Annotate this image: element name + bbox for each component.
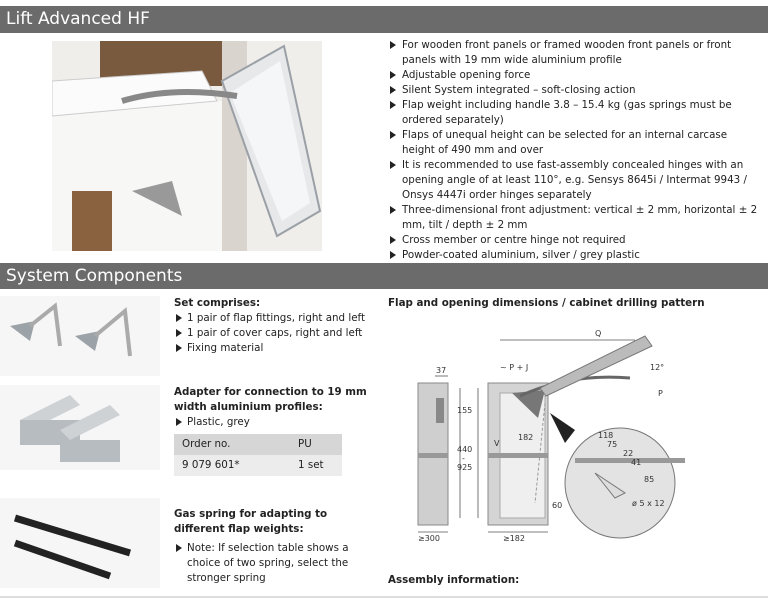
dim-22: 22	[623, 449, 634, 458]
adapter-block	[174, 385, 374, 476]
dim-300: ≥300	[418, 534, 440, 543]
assembly-heading: Assembly information:	[388, 574, 520, 586]
dim-182: 182	[518, 433, 534, 442]
list-item: 1 pair of cover caps, right and left	[174, 326, 374, 341]
adapter-image	[0, 385, 160, 470]
list-item: Note: If selection table shows a choice of two spring, select the stronger spring	[174, 541, 379, 586]
header-bar	[0, 6, 768, 33]
list-item: Three-dimensional front adjustment: vertical ± 2 mm, horizontal ± 2 mm, tilt / depth ± 2 mm	[388, 203, 760, 233]
list-item: 1 pair of flap fittings, right and left	[174, 311, 374, 326]
list-item: Powder-coated aluminium, silver / grey plastic	[388, 248, 760, 263]
pu-value: 1 set	[290, 455, 342, 476]
list-item: Fixing material	[174, 341, 374, 356]
bottom-divider	[0, 596, 768, 598]
section-bar	[0, 263, 768, 289]
list-item: For wooden front panels or framed wooden front panels or front panels with 19 mm wide aluminium profile	[388, 38, 760, 68]
list-item: Flaps of unequal height can be selected for an internal carcase height of 490 mm and over	[388, 128, 760, 158]
dim-p: P	[658, 389, 663, 398]
adapter-heading: Adapter for connection to 19 mm width aluminium profiles:	[174, 386, 367, 413]
dim-182b: ≥182	[503, 534, 525, 543]
dim-hole: ø 5 x 12	[632, 499, 665, 508]
list-item: It is recommended to use fast-assembly concealed hinges with an opening angle of at least 110°, e.g. Sensys 8645i / Intermat 9943 / Onsys 4447i order hinges separately	[388, 158, 760, 203]
flap-fittings-image	[0, 296, 160, 376]
dim-925: 925	[457, 463, 473, 472]
table-header-pu: PU	[290, 434, 342, 455]
list-item: Adjustable opening force	[388, 68, 760, 83]
gas-heading: Gas spring for adapting to different flap weights:	[174, 508, 328, 535]
list-item: Silent System integrated – soft-closing action	[388, 83, 760, 98]
section-title: System Components	[6, 266, 183, 286]
dim-37: 37	[436, 366, 447, 375]
page-title: Lift Advanced HF	[6, 9, 150, 29]
gas-spring-image	[0, 498, 160, 588]
dim-angle: 12°	[650, 363, 665, 372]
feature-list	[388, 38, 760, 263]
dimension-diagram	[400, 318, 700, 548]
dim-85: 85	[644, 475, 655, 484]
set-heading: Set comprises:	[174, 297, 261, 309]
dim-41: 41	[631, 458, 642, 467]
order-table	[174, 434, 342, 476]
table-header-order: Order no.	[174, 434, 290, 455]
list-item: Cross member or centre hinge not required	[388, 233, 760, 248]
product-photo	[52, 41, 322, 251]
dim-118: 118	[598, 431, 614, 440]
dim-155: 155	[457, 406, 473, 415]
dim-440: 440	[457, 445, 473, 454]
dim-60: 60	[552, 501, 563, 510]
set-block	[174, 296, 374, 356]
dim-dash: -	[462, 454, 465, 463]
dim-v: V	[494, 439, 500, 448]
gas-block	[174, 507, 379, 586]
order-number: 9 079 601*	[174, 455, 290, 476]
list-item: Plastic, grey	[174, 415, 374, 430]
dim-75: 75	[607, 440, 618, 449]
dim-q: Q	[595, 329, 602, 338]
diagram-heading: Flap and opening dimensions / cabinet drilling pattern	[388, 297, 705, 309]
dim-pj: ~ P + J	[500, 363, 529, 372]
list-item: Flap weight including handle 3.8 – 15.4 kg (gas springs must be ordered separately)	[388, 98, 760, 128]
